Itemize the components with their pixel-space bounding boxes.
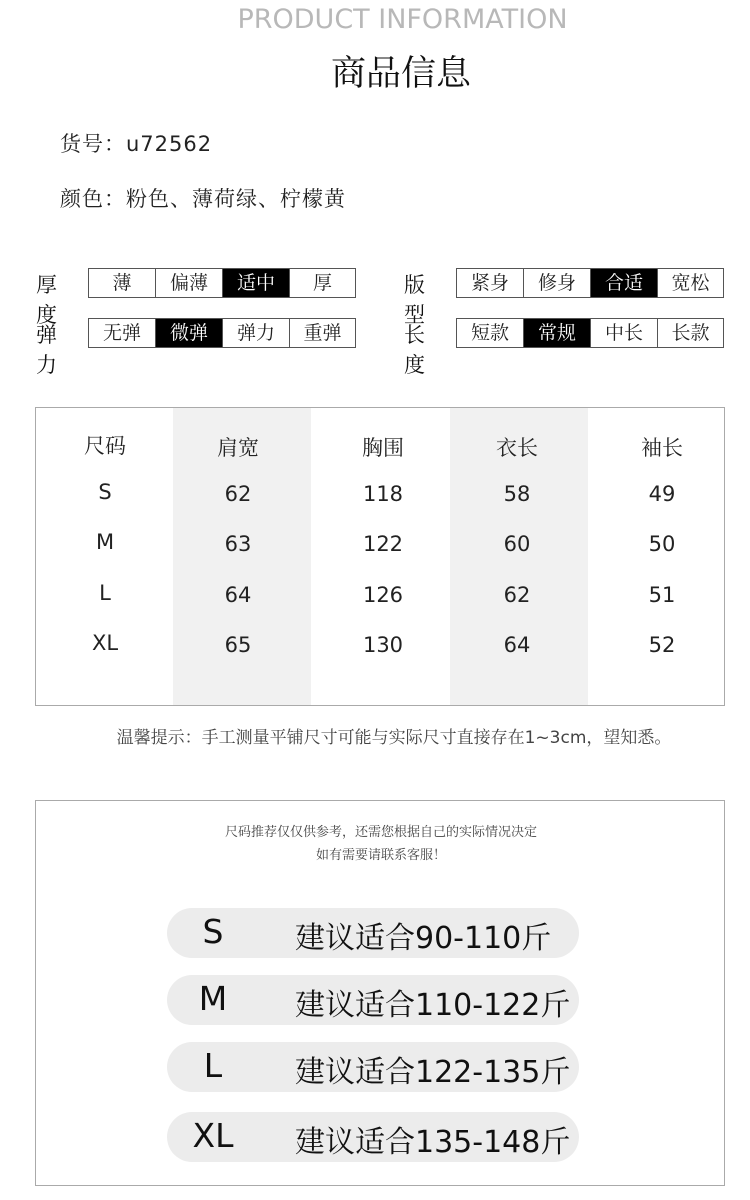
table-cell: 62 — [503, 583, 531, 607]
attribute-option: 宽松 — [671, 272, 710, 294]
table-cell: 118 — [362, 482, 404, 506]
table-header: 肩宽 — [217, 436, 259, 460]
table-cell: S — [98, 480, 112, 504]
recommendation-weight: 建议适合90-110斤 — [295, 921, 552, 956]
attribute-option-selected: 适中 — [223, 269, 290, 297]
recommendation-size: L — [203, 1046, 223, 1085]
attribute-scale — [88, 268, 356, 298]
recommendation-weight: 建议适合135-148斤 — [295, 1125, 571, 1160]
recommendation-pill — [167, 1112, 579, 1162]
attribute-option-selected: 合适 — [591, 269, 658, 297]
table-cell: 58 — [503, 482, 531, 506]
attribute-option: 重弹 — [303, 322, 342, 344]
product-colors: 颜色：粉色、薄荷绿、柠檬黄 — [60, 187, 346, 211]
attribute-option: 薄 — [89, 269, 156, 297]
recommendation-pill — [167, 908, 579, 958]
recommendation-pill — [167, 975, 579, 1025]
size-recommendation — [35, 800, 725, 1186]
table-cell: 64 — [224, 583, 252, 607]
attribute-option: 偏薄 — [156, 269, 223, 297]
table-cell: L — [99, 581, 111, 605]
title-english: PRODUCT INFORMATION — [237, 4, 568, 35]
table-header: 尺码 — [84, 434, 126, 458]
attribute-label: 弹力 — [36, 323, 57, 377]
attribute-option: 紧身 — [457, 269, 524, 297]
product-code: 货号：u72562 — [60, 132, 213, 156]
attribute-scale — [456, 318, 724, 348]
recommendation-size: XL — [192, 1116, 234, 1155]
attribute-option-selected: 常规 — [524, 319, 591, 347]
table-cell: 49 — [648, 482, 676, 506]
table-cell: 63 — [224, 532, 252, 556]
attribute-label: 厚度 — [36, 273, 57, 327]
attribute-option: 弹力 — [223, 319, 290, 347]
size-table — [35, 407, 725, 706]
recommendation-size: M — [198, 979, 228, 1018]
title-chinese: 商品信息 — [330, 54, 471, 94]
attribute-option-selected: 微弹 — [156, 319, 223, 347]
table-cell: 130 — [362, 633, 404, 657]
attribute-scale — [456, 268, 724, 298]
table-cell: 64 — [503, 633, 531, 657]
attribute-label: 长度 — [404, 323, 425, 377]
table-cell: 62 — [224, 482, 252, 506]
table-cell: 52 — [648, 633, 676, 657]
recommendation-pill — [167, 1042, 579, 1092]
table-cell: 126 — [362, 583, 404, 607]
table-cell: 51 — [648, 583, 676, 607]
attribute-option: 无弹 — [89, 319, 156, 347]
table-header: 袖长 — [641, 436, 683, 460]
recommendation-note: 尺码推荐仅仅供参考，还需您根据自己的实际情况决定 — [224, 825, 537, 840]
recommendation-weight: 建议适合122-135斤 — [295, 1055, 571, 1090]
table-header: 衣长 — [496, 436, 538, 460]
attribute-option: 中长 — [591, 319, 658, 347]
table-cell: M — [95, 530, 115, 554]
attribute-option: 厚 — [312, 272, 332, 294]
table-cell: 60 — [503, 532, 531, 556]
attribute-option: 短款 — [457, 319, 524, 347]
attribute-option: 长款 — [671, 322, 710, 344]
recommendation-weight: 建议适合110-122斤 — [295, 988, 571, 1023]
table-cell: 65 — [224, 633, 252, 657]
table-header: 胸围 — [362, 436, 404, 460]
recommendation-size: S — [202, 912, 224, 951]
measurement-tip: 温馨提示：手工测量平铺尺寸可能与实际尺寸直接存在1~3cm，望知悉。 — [116, 728, 672, 748]
table-cell: XL — [91, 631, 119, 655]
table-cell: 50 — [648, 532, 676, 556]
table-cell: 122 — [362, 532, 404, 556]
attribute-option: 修身 — [524, 269, 591, 297]
attribute-label: 版型 — [404, 273, 425, 327]
attribute-scale — [88, 318, 356, 348]
recommendation-note: 如有需要请联系客服！ — [315, 848, 446, 863]
